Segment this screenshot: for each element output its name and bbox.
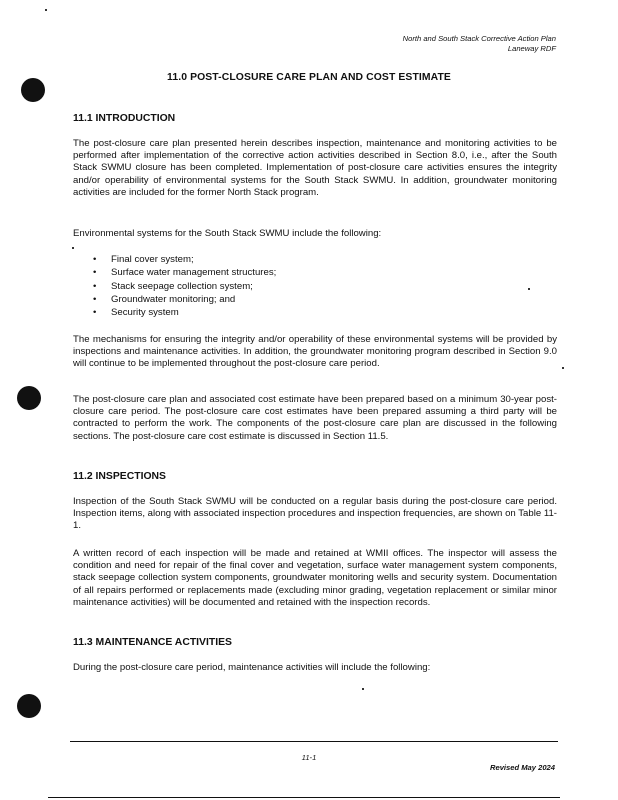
hole-punch-bottom: [17, 694, 41, 718]
scan-speck: [562, 367, 564, 369]
section-heading-inspections: 11.2 INSPECTIONS: [73, 471, 166, 482]
list-item: • Final cover system;: [73, 253, 276, 266]
page-title: 11.0 POST-CLOSURE CARE PLAN AND COST ESTIMATE: [167, 72, 451, 83]
scan-speck: [45, 9, 47, 11]
intro-paragraph-4: The post-closure care plan and associated cost estimate have been prepared based on a minimum 30-year post-closure care period. The post-closure care cost estimates have been prepared assuming a third party will be contracted to perform the work. The components of the post-closure care plan are discussed in the following sections. The post-closure care cost estimate is discussed in Section 11.5.: [73, 394, 557, 442]
scan-speck: [72, 247, 74, 249]
header-line-2: Laneway RDF: [507, 44, 556, 53]
document-header: [403, 34, 556, 54]
hole-punch-middle: [17, 386, 41, 410]
maintenance-paragraph-1: During the post-closure care period, maintenance activities will include the following:: [73, 662, 431, 673]
scan-speck: [528, 288, 530, 290]
intro-paragraph-2: Environmental systems for the South Stack SWMU include the following:: [73, 228, 382, 239]
list-item: • Stack seepage collection system;: [73, 280, 276, 293]
list-item: • Security system: [73, 306, 276, 319]
environmental-systems-list: [73, 253, 276, 319]
section-heading-introduction: 11.1 INTRODUCTION: [73, 113, 176, 124]
revision-date: Revised May 2024: [489, 763, 555, 772]
page-number: 11-1: [301, 753, 317, 762]
section-heading-maintenance: 11.3 MAINTENANCE ACTIVITIES: [73, 637, 232, 648]
intro-paragraph-3: The mechanisms for ensuring the integrity and/or operability of these environmental systems will be provided by inspections and maintenance activities. In addition, the groundwater monitoring program described in Section 9.0 will continue to be implemented throughout the post-closure care period.: [73, 334, 557, 370]
header-line-1: North and South Stack Corrective Action Plan: [402, 34, 556, 43]
inspections-paragraph-2: A written record of each inspection will be made and retained at WMII offices. The inspector will assess the condition and need for repair of the final cover and vegetation, surface water management system components, stack seepage collection system components, groundwater monitoring wells and security system. Documentation of all repairs performed or replacements made (excluding minor grading, vegetation replacement or similar minor maintenance activities) will be documented and retained with the inspection records.: [73, 548, 557, 608]
list-item: • Groundwater monitoring; and: [73, 293, 276, 306]
page-bottom-rule: [48, 797, 560, 798]
scan-speck: [362, 688, 364, 690]
intro-paragraph-1: The post-closure care plan presented herein describes inspection, maintenance and monitoring activities to be performed after implementation of the corrective action activities described in Section 8.0, i.e., after the South Stack SWMU closure has been completed. Implementation of post-closure care activities ensures the integrity and/or operability of environmental systems for the South Stack SWMU. In addition, groundwater monitoring activities are included for the former North Stack program.: [73, 138, 557, 198]
list-item: • Surface water management structures;: [73, 266, 276, 279]
inspections-paragraph-1: Inspection of the South Stack SWMU will be conducted on a regular basis during the post-closure care period. Inspection items, along with associated inspection procedures and inspection frequencies, are shown on Table 11-1.: [73, 496, 557, 532]
footer-divider: [70, 741, 558, 742]
